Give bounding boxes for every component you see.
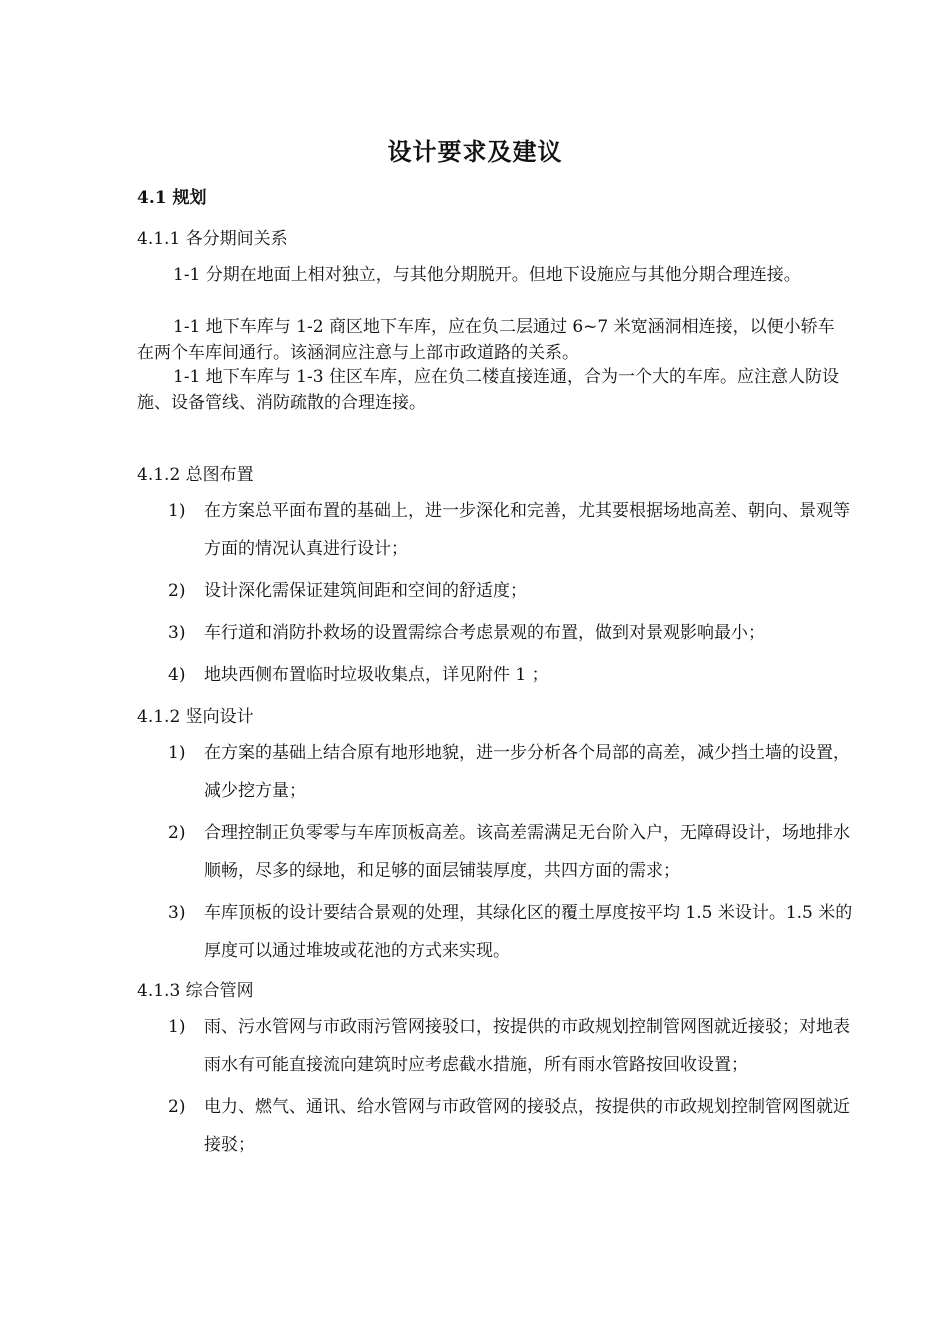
list-vertical bbox=[168, 734, 856, 970]
subsection-heading-network: 4.1.3 综合管网 bbox=[137, 981, 254, 1001]
section-heading: 4.1 规划 bbox=[137, 188, 207, 208]
list-number: 1) bbox=[168, 743, 186, 763]
list-number: 3) bbox=[168, 623, 186, 643]
list-item bbox=[168, 734, 856, 810]
list-number: 1) bbox=[168, 501, 186, 521]
list-item bbox=[168, 1008, 856, 1084]
list-text: 在方案总平面布置的基础上，进一步深化和完善，尤其要根据场地高差、朝向、景观等方面的情况认真进行设计； bbox=[204, 501, 850, 559]
list-text: 车行道和消防扑救场的设置需综合考虑景观的布置，做到对景观影响最小； bbox=[204, 623, 765, 643]
list-item bbox=[168, 572, 856, 610]
list-item bbox=[168, 814, 856, 890]
list-text: 电力、燃气、通讯、给水管网与市政管网的接驳点，按提供的市政规划控制管网图就近接驳； bbox=[204, 1097, 850, 1155]
list-number: 4) bbox=[168, 665, 186, 685]
list-text: 在方案的基础上结合原有地形地貌，进一步分析各个局部的高差，减少挡土墙的设置，减少挖方量； bbox=[204, 743, 850, 801]
subsection-heading-layout: 4.1.2 总图布置 bbox=[137, 465, 254, 485]
list-number: 2) bbox=[168, 581, 186, 601]
list-layout bbox=[168, 492, 856, 694]
list-network bbox=[168, 1008, 856, 1164]
subsection-heading-vertical: 4.1.2 竖向设计 bbox=[137, 707, 254, 727]
list-text: 车库顶板的设计要结合景观的处理，其绿化区的覆土厚度按平均 1.5 米设计。1.5 米的厚度可以通过堆坡或花池的方式来实现。 bbox=[204, 903, 853, 961]
list-number: 2) bbox=[168, 823, 186, 843]
list-number: 1) bbox=[168, 1017, 186, 1037]
list-number: 2) bbox=[168, 1097, 186, 1117]
list-item bbox=[168, 894, 856, 970]
list-item bbox=[168, 614, 856, 652]
list-text: 设计深化需保证建筑间距和空间的舒适度； bbox=[204, 581, 527, 601]
list-item bbox=[168, 492, 856, 568]
page-title: 设计要求及建议 bbox=[387, 137, 563, 166]
list-text: 合理控制正负零零与车库顶板高差。该高差需满足无台阶入户，无障碍设计，场地排水顺畅，尽多的绿地，和足够的面层铺装厚度，共四方面的需求； bbox=[204, 823, 850, 881]
paragraph: 1-1 地下车库与 1-3 住区车库，应在负二楼直接连通，合为一个大的车库。应注意人防设施、设备管线、消防疏散的合理连接。 bbox=[137, 367, 839, 413]
subsection-heading-relations: 4.1.1 各分期间关系 bbox=[137, 229, 288, 249]
list-item bbox=[168, 656, 856, 694]
list-number: 3) bbox=[168, 903, 186, 923]
list-text: 地块西侧布置临时垃圾收集点，详见附件 1 ； bbox=[204, 665, 549, 685]
list-item bbox=[168, 1088, 856, 1164]
list-text: 雨、污水管网与市政雨污管网接驳口，按提供的市政规划控制管网图就近接驳；对地表雨水有可能直接流向建筑时应考虑截水措施，所有雨水管路按回收设置； bbox=[204, 1017, 850, 1075]
paragraph: 1-1 分期在地面上相对独立，与其他分期脱开。但地下设施应与其他分期合理连接。 bbox=[173, 265, 801, 285]
paragraph: 1-1 地下车库与 1-2 商区地下车库，应在负二层通过 6~7 米宽涵洞相连接，以便小轿车在两个车库间通行。该涵洞应注意与上部市政道路的关系。 bbox=[137, 317, 835, 363]
